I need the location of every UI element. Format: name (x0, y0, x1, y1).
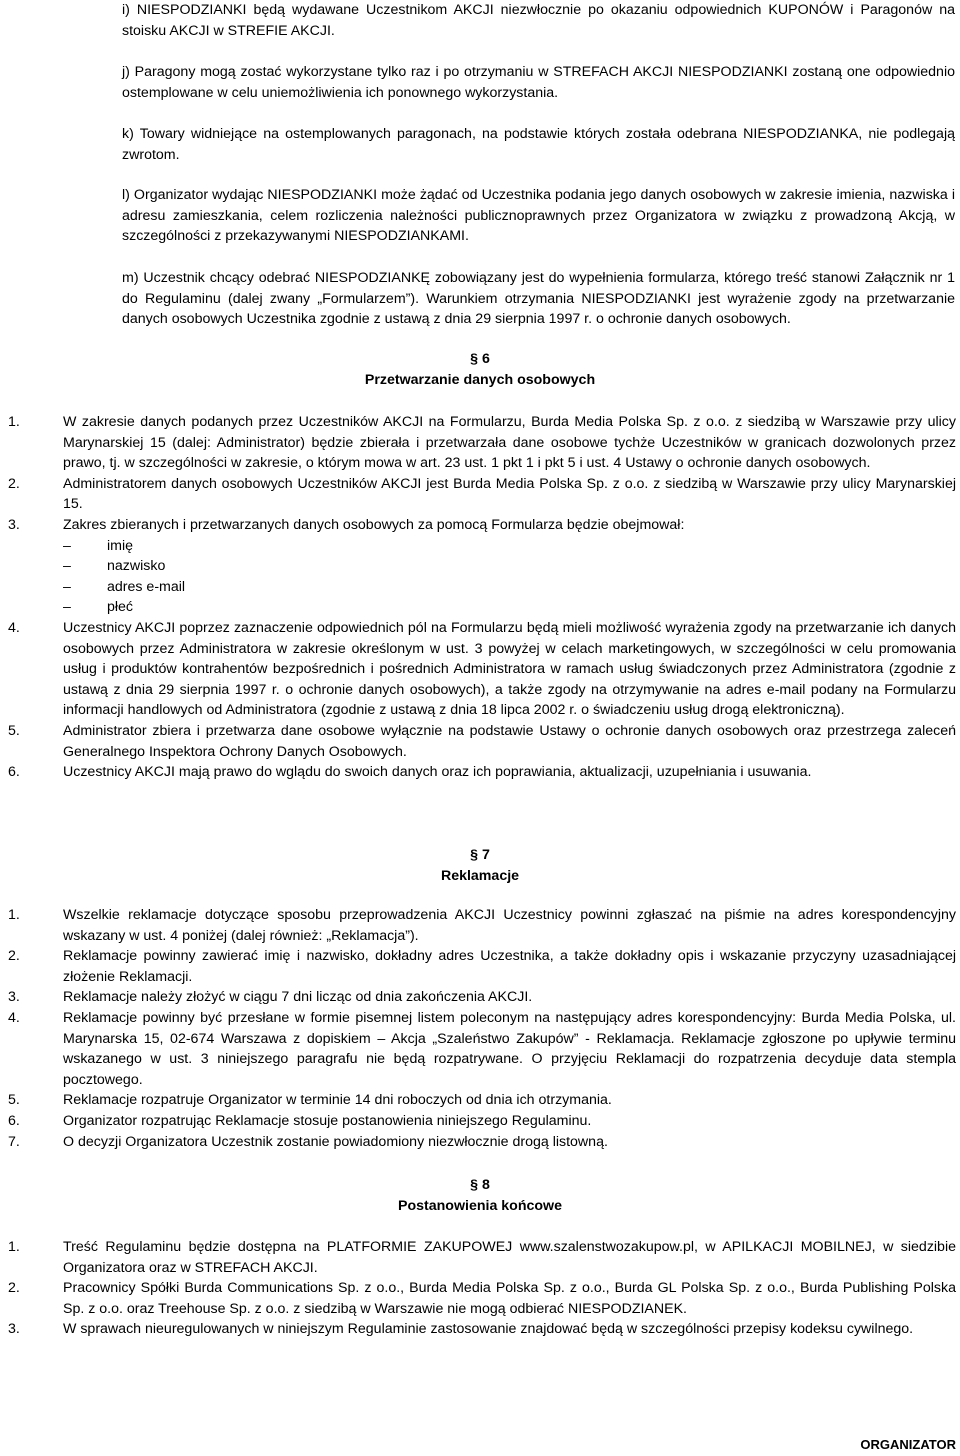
section-7-list (8, 905, 956, 1152)
list-item: 4. Reklamacje powinny być przesłane w formie pisemnej listem poleconym na następujący adres korespondencyjny: Burda Media Polska, ul. Marynarska 15, 02-674 Warszawa z dopiskiem – Akcja „Szaleństwo Zakupów” - Reklamacja. Reklamacje zgłoszone po upływie terminu wskazanego w ust. 3 niniejszego paragrafu nie będą rozpatrywane. O przyjęciu Reklamacji do rozpatrzenia decyduje data stempla pocztowego. (8, 1009, 956, 1088)
list-item: 6. Organizator rozpatrując Reklamacje stosuje postanowienia niniejszego Regulaminu. (8, 1112, 592, 1129)
paragraph-l: l) Organizator wydając NIESPODZIANKI może żądać od Uczestnika podania jego danych osobowych w zakresie imienia, nazwiska i adresu zamieszkania, celem rozliczenia należności publicznoprawnych przez Organizatora w związku z prowadzoną Akcją, w szczególności z przekazywanymi NIESPODZIANKAMI. (122, 187, 955, 245)
list-item: 7. O decyzji Organizatora Uczestnik zostanie powiadomiony niezwłocznie drogą listowną. (8, 1133, 608, 1150)
list-item: 1. W zakresie danych podanych przez Uczestników AKCJI na Formularzu, Burda Media Polska Sp. z o.o. z siedzibą w Warszawie przy ulicy Marynarskiej 15 (dalej: Administrator) będzie zbierała i przetwarzała dane osobowe tychże Uczestników w granicach dozwolonych przez prawo, tj. w szczególności w zakresie, o którym mowa w art. 23 ust. 1 pkt 1 i pkt 5 i ust. 4 Ustawy o ochronie danych osobowych. (8, 414, 956, 472)
list-item: 6. Uczestnicy AKCJI mają prawo do wglądu do swoich danych oraz ich poprawiania, aktualizacji, uzupełniania i usuwania. (8, 764, 812, 781)
section-8-heading (0, 1175, 960, 1216)
list-item: 2. Administratorem danych osobowych Uczestników AKCJI jest Burda Media Polska Sp. z o.o. z siedzibą w Warszawie przy ulicy Marynarskiej 15. (8, 475, 956, 513)
list-item: 1. Treść Regulaminu będzie dostępna na PLATFORMIE ZAKUPOWEJ www.szalenstwozakupow.pl, w APILKACJI MOBILNEJ, w siedzibie Organizatora oraz w STREFACH AKCJI. (8, 1239, 956, 1276)
data-scope-item: – nazwisko (63, 556, 956, 577)
list-item-text: Uczestnicy AKCJI mają prawo do wglądu do swoich danych oraz ich poprawiania, aktualizacji, uzupełniania i usuwania. (63, 764, 812, 781)
list-item: 2. Reklamacje powinny zawierać imię i nazwisko, dokładny adres Uczestnika, a także dokładny opis i wskazanie przyczyny uzasadniającej złożenie Reklamacji. (8, 948, 956, 985)
list-item-text: Reklamacje powinny być przesłane w formie pisemnej listem poleconym na następujący adres korespondencyjny: Burda Media Polska, ul. Marynarska 15, 02-674 Warszawa z dopiskiem – Akcja „Szaleństwo Zakupów” - Reklamacja. Reklamacje zgłoszone po upływie terminu wskazanego w ust. 3 niniejszego paragrafu nie będą rozpatrywane. O przyjęciu Reklamacji do rozpatrzenia decyduje data stempla pocztowego. (63, 1009, 956, 1088)
list-item-text: Pracownicy Spółki Burda Communications Sp. z o.o., Burda Media Polska Sp. z o.o., Burda GL Polska Sp. z o.o., Burda Publishing Polska Sp. z o.o. oraz Treehouse Sp. z o.o. z siedzibą w Warszawie nie mogą odbierać NIESPODZIANEK. (63, 1280, 956, 1317)
footer-organizer-label: ORGANIZATOR (860, 1437, 956, 1453)
list-item-text: Reklamacje należy złożyć w ciągu 7 dni licząc od dnia zakończenia AKCJI. (63, 989, 533, 1006)
list-item-text: O decyzji Organizatora Uczestnik zostanie powiadomiony niezwłocznie drogą listowną. (63, 1133, 608, 1150)
list-item: 2. Pracownicy Spółki Burda Communications Sp. z o.o., Burda Media Polska Sp. z o.o., Burda GL Polska Sp. z o.o., Burda Publishing Polska Sp. z o.o. oraz Treehouse Sp. z o.o. z siedzibą w Warszawie nie mogą odbierać NIESPODZIANEK. (8, 1280, 956, 1317)
data-scope-list (63, 536, 956, 618)
list-item-text: Administrator zbiera i przetwarza dane osobowe wyłącznie na podstawie Ustawy o ochronie danych osobowych oraz przestrzega zaleceń Generalnego Inspektora Ochrony Danych Osobowych. (63, 722, 956, 760)
list-item: 5. Reklamacje rozpatruje Organizator w terminie 14 dni roboczych od dnia ich otrzymania. (8, 1092, 612, 1109)
section-7-number: § 7 (470, 847, 490, 863)
list-item-text: Organizator rozpatrując Reklamacje stosuje postanowienia niniejszego Regulaminu. (63, 1112, 592, 1129)
section-6-heading (0, 349, 960, 390)
section-6-list (8, 412, 956, 783)
list-item-text: Wszelkie reklamacje dotyczące sposobu przeprowadzenia AKCJI Uczestnicy powinni zgłaszać na piśmie na adres korespondencyjny wskazany w ust. 4 poniżej (dalej również: „Reklamacja”). (63, 907, 956, 944)
list-item: 3. W sprawach nieuregulowanych w niniejszym Regulaminie zastosowanie znajdować będą w szczególności przepisy kodeksu cywilnego. (8, 1321, 914, 1338)
section-6-title: Przetwarzanie danych osobowych (364, 371, 596, 388)
list-item: 5. Administrator zbiera i przetwarza dane osobowe wyłącznie na podstawie Ustawy o ochronie danych osobowych oraz przestrzega zaleceń Generalnego Inspektora Ochrony Danych Osobowych. (8, 722, 956, 760)
paragraph-i: i) NIESPODZIANKI będą wydawane Uczestnikom AKCJI niezwłocznie po okazaniu odpowiednich KUPONÓW i Paragonów na stoisku AKCJI w STREFIE AKCJI. (122, 2, 955, 39)
section-7-heading (0, 845, 960, 886)
paragraph-m: m) Uczestnik chcący odebrać NIESPODZIANKĘ zobowiązany jest do wypełnienia formularza, którego treść stanowi Załącznik nr 1 do Regulaminu (dalej zwany „Formularzem”). Warunkiem otrzymania NIESPODZIANKI jest wyrażenie zgody na przetwarzanie danych osobowych Uczestnika zgodnie z ustawą z dnia 29 sierpnia 1997 r. o ochronie danych osobowych. (122, 270, 955, 328)
list-item-text: W zakresie danych podanych przez Uczestników AKCJI na Formularzu, Burda Media Polska Sp. z o.o. z siedzibą w Warszawie przy ulicy Marynarskiej 15 (dalej: Administrator) będzie zbierała i przetwarzała dane osobowe tychże Uczestników w granicach dozwolonych przez prawo, tj. w szczególności w zakresie, o którym mowa w art. 23 ust. 1 pkt 1 i pkt 5 i ust. 4 Ustawy o ochronie danych osobowych. (63, 414, 956, 472)
section-7-title: Reklamacje (440, 867, 520, 884)
list-item-text: Reklamacje powinny zawierać imię i nazwisko, dokładny adres Uczestnika, a także dokładny opis i wskazanie przyczyny uzasadniającej złożenie Reklamacji. (63, 948, 956, 985)
section-8-list (8, 1237, 956, 1340)
list-item-text: Administratorem danych osobowych Uczestników AKCJI jest Burda Media Polska Sp. z o.o. z siedzibą w Warszawie przy ulicy Marynarskiej 15. (63, 475, 956, 513)
section-8-title: Postanowienia końcowe (398, 1197, 562, 1214)
list-item-text: Zakres zbieranych i przetwarzanych danych osobowych za pomocą Formularza będzie obejmował: (63, 516, 685, 533)
data-scope-item: – adres e-mail (63, 577, 956, 598)
paragraph-k: k) Towary widniejące na ostemplowanych paragonach, na podstawie których została odebrana NIESPODZIANKA, nie podlegają zwrotom. (122, 126, 955, 163)
list-item-text: W sprawach nieuregulowanych w niniejszym Regulaminie zastosowanie znajdować będą w szczególności przepisy kodeksu cywilnego. (63, 1321, 914, 1338)
list-item: 3. Reklamacje należy złożyć w ciągu 7 dni licząc od dnia zakończenia AKCJI. (8, 989, 533, 1006)
data-scope-item: – płeć (63, 597, 956, 618)
paragraph-j: j) Paragony mogą zostać wykorzystane tylko raz i po otrzymaniu w STREFACH AKCJI NIESPODZIANKI zostaną one odpowiednio ostemplowane w celu uniemożliwienia ich ponownego wykorzystania. (122, 64, 955, 101)
section-6-number: § 6 (470, 351, 490, 367)
data-scope-item: – imię (63, 536, 956, 557)
section-8-number: § 8 (470, 1177, 490, 1193)
list-item: 4. Uczestnicy AKCJI poprzez zaznaczenie odpowiednich pól na Formularzu będą mieli możliwość wyrażenia zgody na przetwarzanie ich danych osobowych przez Administratora w zakresie określonym w ust. 3 powyżej w celach marketingowych, w szczególności w celu promowania usług i produktów kontrahentów bezpośrednich i pośrednich Administratora w ramach usług świadczonych przez Administratora (zgodnie z ustawą z dnia 29 sierpnia 1997 r. o ochronie danych osobowych), a także zgody na otrzymywanie na adres e-mail podany na Formularzu informacji handlowych od Administratora (zgodnie z ustawą z dnia 18 lipca 2002 r. o świadczeniu usług drogą elektroniczną). (8, 619, 956, 719)
list-item-text: Reklamacje rozpatruje Organizator w terminie 14 dni roboczych od dnia ich otrzymania. (63, 1092, 612, 1109)
list-item: 1. Wszelkie reklamacje dotyczące sposobu przeprowadzenia AKCJI Uczestnicy powinni zgłaszać na piśmie na adres korespondencyjny wskazany w ust. 4 poniżej (dalej również: „Reklamacja”). (8, 907, 956, 944)
list-item: 3. Zakres zbieranych i przetwarzanych danych osobowych za pomocą Formularza będzie obejmował: – imię – nazwisko – adres e-mail – płeć (8, 515, 956, 618)
list-item-text: Treść Regulaminu będzie dostępna na PLATFORMIE ZAKUPOWEJ www.szalenstwozakupow.pl, w APILKACJI MOBILNEJ, w siedzibie Organizatora oraz w STREFACH AKCJI. (63, 1239, 956, 1276)
list-item-text: Uczestnicy AKCJI poprzez zaznaczenie odpowiednich pól na Formularzu będą mieli możliwość wyrażenia zgody na przetwarzanie ich danych osobowych przez Administratora w zakresie określonym w ust. 3 powyżej w celach marketingowych, w szczególności w celu promowania usług i produktów kontrahentów bezpośrednich i pośrednich Administratora w ramach usług świadczonych przez Administratora (zgodnie z ustawą z dnia 29 sierpnia 1997 r. o ochronie danych osobowych), a także zgody na otrzymywanie na adres e-mail podany na Formularzu informacji handlowych od Administratora (zgodnie z ustawą z dnia 18 lipca 2002 r. o świadczeniu usług drogą elektroniczną). (63, 619, 956, 719)
